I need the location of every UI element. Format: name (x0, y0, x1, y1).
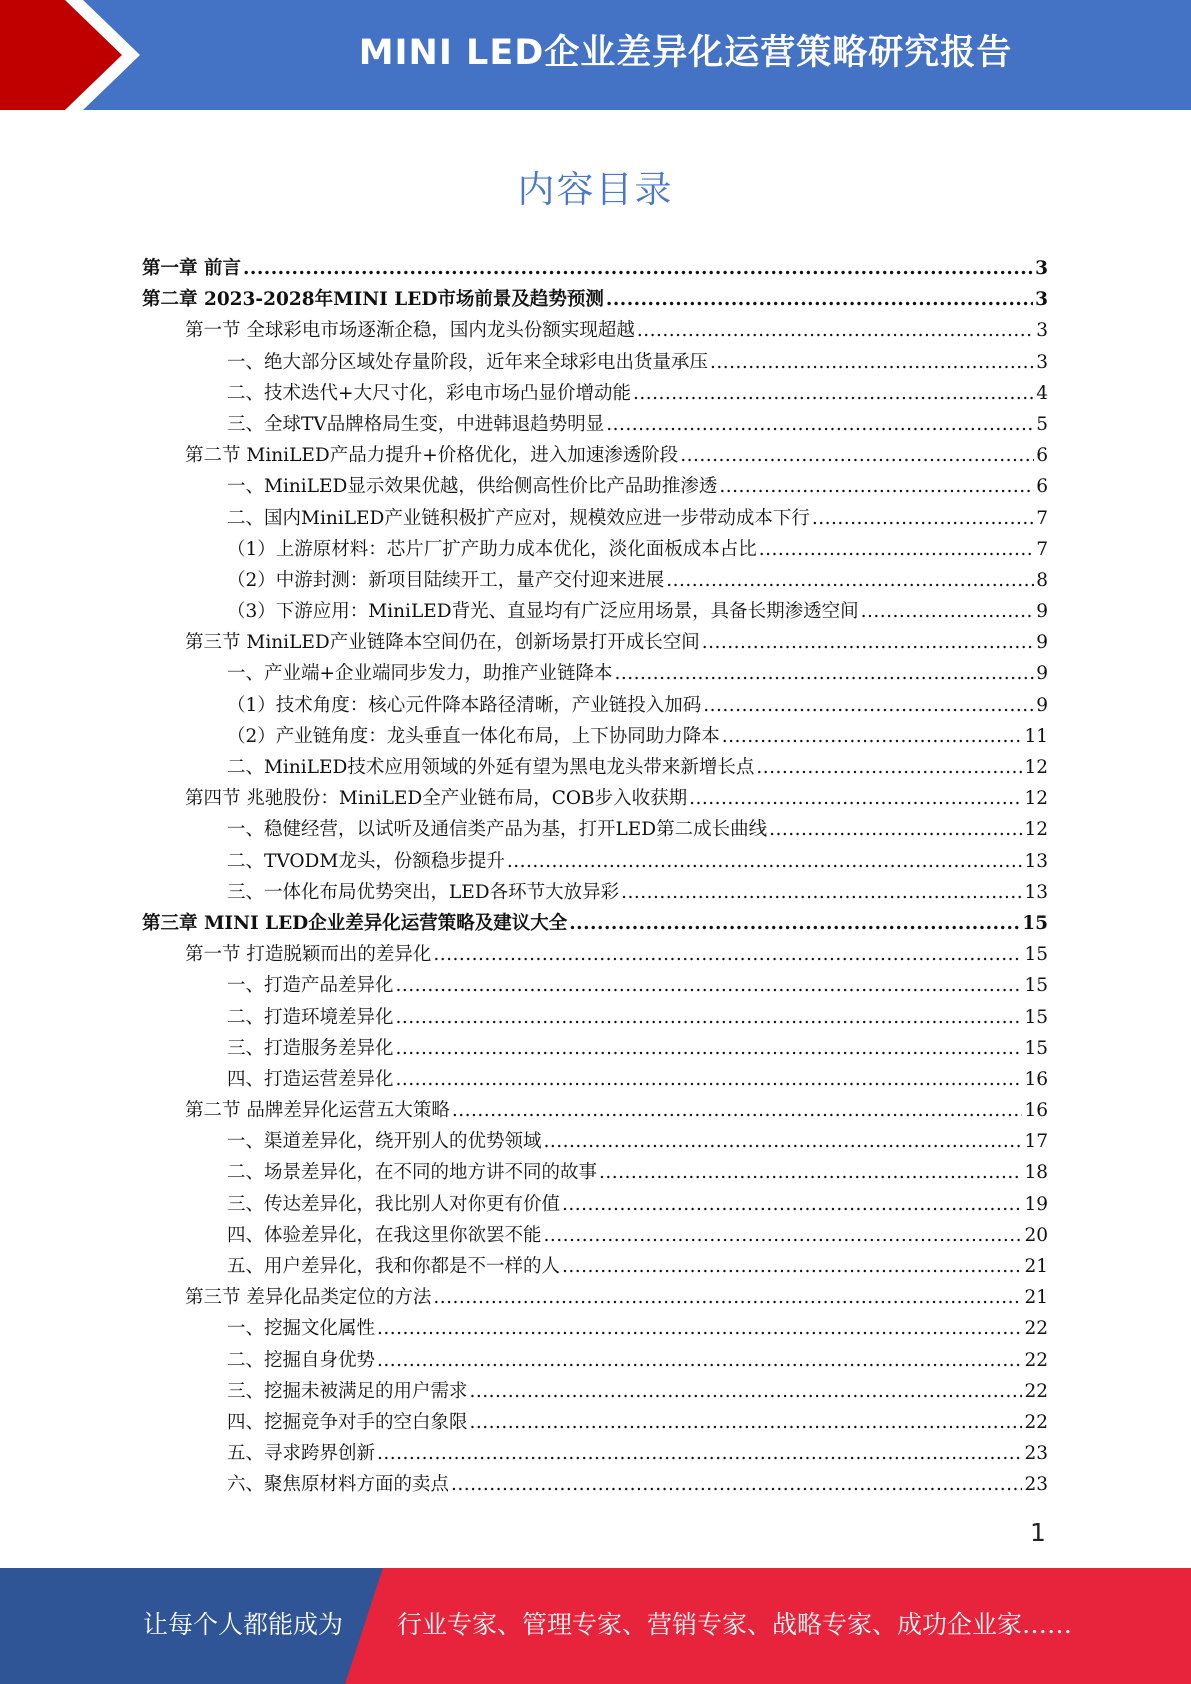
toc-entry[interactable] (142, 690, 1048, 721)
toc-entry-page: 9 (1036, 694, 1048, 716)
toc-entry-title: 一、渠道差异化，绕开别人的优势领域 (227, 1131, 542, 1153)
toc-entry[interactable] (142, 846, 1048, 877)
toc-entry-page: 16 (1024, 1068, 1048, 1090)
toc-entry[interactable] (142, 1313, 1048, 1344)
toc-entry-page: 13 (1024, 850, 1048, 872)
toc-entry-page: 21 (1024, 1256, 1048, 1277)
toc-entry[interactable] (142, 658, 1048, 689)
toc-dot-leader (243, 253, 1033, 284)
toc-entry-title: 二、MiniLED技术应用领域的外延有望为黑电龙头带来新增长点 (227, 757, 755, 778)
toc-entry[interactable] (142, 565, 1048, 596)
toc-dot-leader (710, 347, 1034, 378)
toc-dot-leader (562, 1251, 1022, 1282)
toc-entry-page: 12 (1024, 788, 1048, 810)
toc-entry-title: 三、打造服务差异化 (227, 1037, 394, 1059)
toc-entry-title: 三、挖掘未被满足的用户需求 (227, 1380, 468, 1402)
toc-entry-page: 6 (1036, 476, 1048, 498)
toc-entry-page: 21 (1024, 1287, 1048, 1309)
toc-dot-leader (599, 1157, 1022, 1188)
toc-entry[interactable] (142, 1282, 1048, 1313)
toc-dot-leader (507, 846, 1023, 877)
toc-dot-leader (722, 721, 1023, 752)
footer-slogan-left: 让每个人都能成为 (143, 1610, 344, 1639)
toc-dot-leader (769, 814, 1022, 845)
toc-dot-leader (703, 690, 1034, 721)
toc-dot-leader (756, 752, 1022, 783)
toc-entry[interactable] (142, 1002, 1048, 1033)
toc-entry-page: 22 (1024, 1349, 1048, 1371)
toc-entry[interactable] (142, 752, 1048, 783)
toc-entry[interactable] (142, 1438, 1048, 1469)
toc-entry[interactable] (142, 440, 1048, 471)
toc-entry-title: （3）下游应用：MiniLED背光、直显均有广泛应用场景，具备长期渗透空间 (227, 601, 859, 623)
toc-entry-title: （2）产业链角度：龙头垂直一体化布局，上下协同助力降本 (227, 725, 720, 747)
toc-dot-leader (615, 658, 1035, 689)
toc-entry-page: 12 (1024, 757, 1048, 778)
toc-dot-leader (377, 1313, 1022, 1344)
toc-entry-title: 第三章 MINI LED企业差异化运营策略及建议大全 (142, 912, 568, 934)
toc-dot-leader (396, 1064, 1023, 1095)
toc-entry-page: 12 (1024, 819, 1048, 841)
toc-entry-title: 四、挖掘竞争对手的空白象限 (227, 1411, 468, 1433)
toc-entry[interactable] (142, 409, 1048, 440)
toc-entry-page: 6 (1036, 445, 1048, 467)
toc-entry-page: 3 (1036, 320, 1048, 342)
toc-entry-page: 9 (1036, 632, 1048, 654)
toc-dot-leader (689, 783, 1022, 814)
toc-entry[interactable] (142, 253, 1048, 284)
toc-entry[interactable] (142, 1157, 1048, 1188)
toc-entry-page: 3 (1036, 351, 1048, 373)
toc-entry-title: 四、体验差异化，在我这里你欲罢不能 (227, 1224, 542, 1246)
toc-entry-page: 17 (1024, 1131, 1048, 1153)
toc-entry[interactable] (142, 783, 1048, 814)
toc-entry[interactable] (142, 1345, 1048, 1376)
toc-entry-title: 第一节 打造脱颖而出的差异化 (185, 944, 432, 966)
toc-entry[interactable] (142, 347, 1048, 378)
toc-entry[interactable] (142, 970, 1048, 1001)
toc-entry-page: 3 (1035, 289, 1048, 311)
toc-entry-title: 第二章 2023-2028年MINI LED市场前景及趋势预测 (142, 289, 604, 311)
toc-entry-title: 一、稳健经营，以试听及通信类产品为基，打开LED第二成长曲线 (227, 819, 768, 841)
toc-entry-title: 六、聚焦原材料方面的卖点 (227, 1474, 450, 1496)
toc-entry-title: 四、打造运营差异化 (227, 1068, 394, 1090)
toc-entry-page: 9 (1036, 663, 1048, 685)
footer-slogan-right: 行业专家、管理专家、营销专家、战略专家、成功企业家…… (397, 1610, 1073, 1639)
toc-dot-leader (702, 627, 1035, 658)
toc-entry[interactable] (142, 939, 1048, 970)
toc-entry-page: 15 (1024, 975, 1048, 997)
toc-entry[interactable] (142, 378, 1048, 409)
toc-entry-page: 15 (1024, 1006, 1048, 1028)
toc-entry-page: 15 (1022, 912, 1048, 934)
toc-entry[interactable] (142, 877, 1048, 908)
toc-entry-page: 9 (1036, 601, 1048, 623)
toc-entry-title: 二、挖掘自身优势 (227, 1349, 376, 1371)
toc-entry-title: 二、TVODM龙头，份额稳步提升 (227, 850, 505, 872)
toc-dot-leader (606, 284, 1033, 315)
toc-entry-title: 第一节 全球彩电市场逐渐企稳，国内龙头份额实现超越 (185, 320, 635, 342)
header-banner (0, 0, 1191, 110)
toc-dot-leader (377, 1345, 1022, 1376)
toc-entry-title: 第二节 MiniLED产品力提升+价格优化，进入加速渗透阶段 (185, 445, 679, 467)
toc-dot-leader (470, 1407, 1023, 1438)
footer-banner (0, 1568, 1191, 1684)
toc-entry[interactable] (142, 1469, 1048, 1500)
toc-entry-title: 五、寻求跨界创新 (227, 1443, 376, 1465)
toc-dot-leader (759, 534, 1034, 565)
toc-entry[interactable] (142, 627, 1048, 658)
toc-entry-title: 一、绝大部分区域处存量阶段，近年来全球彩电出货量承压 (227, 351, 709, 373)
toc-entry-title: 第二节 品牌差异化运营五大策略 (185, 1100, 450, 1122)
toc-entry-page: 23 (1024, 1443, 1048, 1465)
toc-entry-title: 第一章 前言 (142, 258, 241, 279)
toc-entry-page: 23 (1024, 1474, 1048, 1496)
toc-entry-page: 15 (1024, 1037, 1048, 1059)
toc-dot-leader (470, 1376, 1023, 1407)
toc-entry[interactable] (142, 1407, 1048, 1438)
page-number: 1 (1030, 1518, 1046, 1547)
toc-dot-leader (451, 1469, 1022, 1500)
toc-dot-leader (396, 970, 1023, 1001)
toc-dot-leader (569, 908, 1020, 939)
toc-dot-leader (433, 939, 1022, 970)
toc-entry-title: 第四节 兆驰股份：MiniLED全产业链布局，COB步入收获期 (185, 788, 688, 810)
toc-entry-page: 19 (1024, 1193, 1048, 1215)
toc-entry[interactable] (142, 1251, 1048, 1282)
report-title: MINI LED企业差异化运营策略研究报告 (358, 33, 1013, 73)
toc-dot-leader (666, 565, 1034, 596)
toc-entry-title: 一、MiniLED显示效果优越，供给侧高性价比产品助推渗透 (227, 476, 718, 498)
toc-dot-leader (633, 378, 1034, 409)
toc-entry[interactable] (142, 721, 1048, 752)
toc-dot-leader (680, 440, 1034, 471)
toc-entry-title: 一、打造产品差异化 (227, 975, 394, 997)
toc-entry-page: 22 (1024, 1411, 1048, 1433)
toc-dot-leader (606, 409, 1034, 440)
toc-entry-page: 3 (1035, 258, 1048, 279)
toc-entry[interactable] (142, 315, 1048, 346)
toc-dot-leader (562, 1189, 1022, 1220)
toc-entry-title: 五、用户差异化，我和你都是不一样的人 (227, 1256, 561, 1277)
toc-dot-leader (544, 1220, 1023, 1251)
toc-entry-title: （1）技术角度：核心元件降本路径清晰，产业链投入加码 (227, 694, 702, 716)
toc-entry-page: 4 (1036, 382, 1048, 404)
toc-dot-leader (719, 471, 1034, 502)
toc-entry-title: 二、国内MiniLED产业链积极扩产应对，规模效应进一步带动成本下行 (227, 507, 810, 529)
toc-dot-leader (377, 1438, 1022, 1469)
toc-entry-title: 二、打造环境差异化 (227, 1006, 394, 1028)
toc-dot-leader (396, 1033, 1023, 1064)
table-of-contents (142, 253, 1048, 1501)
toc-entry[interactable] (142, 1376, 1048, 1407)
toc-entry[interactable] (142, 1033, 1048, 1064)
toc-heading: 内容目录 (517, 168, 674, 211)
toc-entry-page: 8 (1036, 569, 1048, 591)
toc-dot-leader (812, 503, 1034, 534)
toc-entry[interactable] (142, 596, 1048, 627)
toc-dot-leader (396, 1002, 1023, 1033)
toc-entry-title: 一、产业端+企业端同步发力，助推产业链降本 (227, 663, 613, 685)
toc-entry[interactable] (142, 284, 1048, 315)
toc-entry-title: 二、技术迭代+大尺寸化，彩电市场凸显价增动能 (227, 382, 632, 404)
toc-entry-title: 三、传达差异化，我比别人对你更有价值 (227, 1193, 561, 1215)
toc-entry-title: 二、场景差异化，在不同的地方讲不同的故事 (227, 1162, 598, 1184)
toc-dot-leader (433, 1282, 1022, 1313)
toc-entry-page: 15 (1024, 944, 1048, 966)
toc-entry-page: 18 (1024, 1162, 1048, 1184)
toc-entry[interactable] (142, 1095, 1048, 1126)
toc-entry-title: （2）中游封测：新项目陆续开工，量产交付迎来进展 (227, 569, 665, 591)
toc-entry-title: 第三节 MiniLED产业链降本空间仍在，创新场景打开成长空间 (185, 632, 700, 654)
toc-entry-page: 22 (1024, 1380, 1048, 1402)
toc-entry-page: 13 (1024, 881, 1048, 903)
toc-entry[interactable] (142, 471, 1048, 502)
toc-dot-leader (621, 877, 1022, 908)
toc-entry-page: 16 (1024, 1100, 1048, 1122)
toc-entry-page: 20 (1024, 1224, 1048, 1246)
toc-entry-title: （1）上游原材料：芯片厂扩产助力成本优化，淡化面板成本占比 (227, 538, 757, 560)
toc-entry-title: 第三节 差异化品类定位的方法 (185, 1287, 432, 1309)
toc-entry-page: 5 (1036, 413, 1048, 435)
toc-entry-page: 7 (1036, 507, 1048, 529)
toc-dot-leader (452, 1095, 1023, 1126)
toc-entry[interactable] (142, 534, 1048, 565)
toc-entry-title: 三、一体化布局优势突出，LED各环节大放异彩 (227, 881, 620, 903)
toc-entry[interactable] (142, 1220, 1048, 1251)
toc-entry[interactable] (142, 503, 1048, 534)
toc-entry-title: 一、挖掘文化属性 (227, 1318, 376, 1340)
toc-entry-title: 三、全球TV品牌格局生变，中进韩退趋势明显 (227, 413, 605, 435)
toc-dot-leader (637, 315, 1034, 346)
toc-entry-page: 11 (1024, 725, 1048, 747)
toc-entry[interactable] (142, 1064, 1048, 1095)
toc-entry[interactable] (142, 1189, 1048, 1220)
toc-entry-page: 7 (1036, 538, 1048, 560)
toc-entry[interactable] (142, 908, 1048, 939)
toc-dot-leader (861, 596, 1035, 627)
toc-entry[interactable] (142, 814, 1048, 845)
toc-entry[interactable] (142, 1126, 1048, 1157)
toc-dot-leader (544, 1126, 1023, 1157)
toc-entry-page: 22 (1024, 1318, 1048, 1340)
